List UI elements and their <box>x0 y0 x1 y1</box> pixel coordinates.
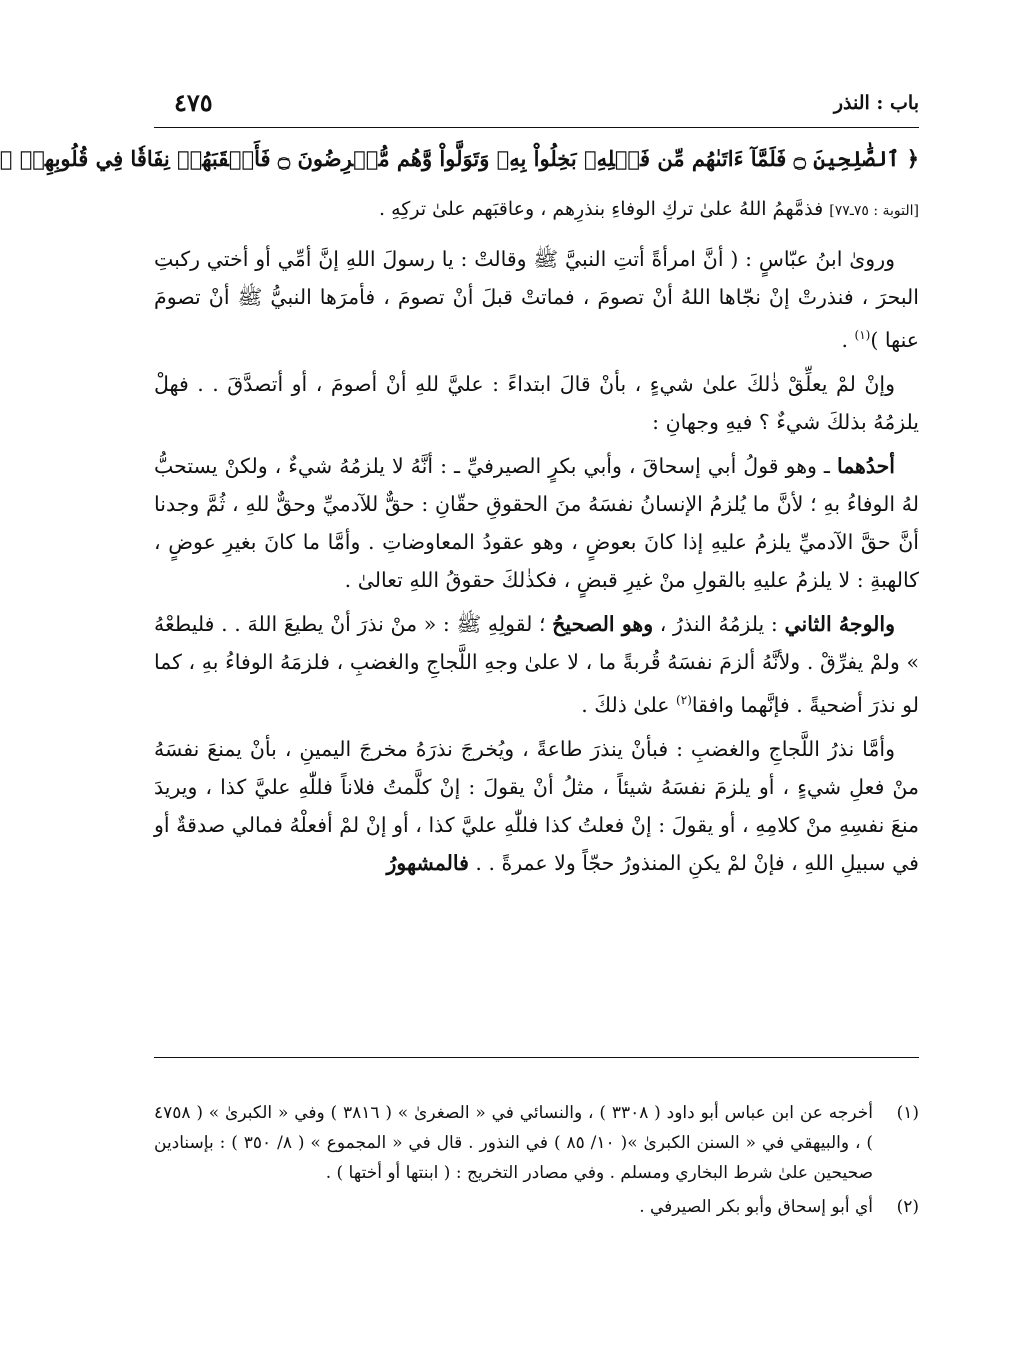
footnote-ref-1[interactable]: (١) <box>854 328 871 342</box>
paragraph-5-emphasis: فالمشهورُ <box>386 850 469 875</box>
paragraph-1-end: . <box>841 327 855 352</box>
paragraph-3 <box>154 447 919 599</box>
paragraph-5-text: وأمَّا نذرُ اللَّجاجِ والغضبِ : فبأنْ ينذرَ طاعةً ، ويُخرجَ نذرَهُ مخرجَ اليمينِ ، بأنْ يمنعَ نفسَهُ منْ فعلِ شيءٍ ، أو يلزمَ نفسَهُ شيئاً ، مثلُ أنْ يقولَ : إنْ كلَّمتُ فلاناً فللّٰهِ عليَّ كذا ، ويريدَ منعَ نفسِهِ منْ كلامِهِ ، أو يقولَ : إنْ فعلتُ كذا فللّٰهِ عليَّ كذا ، أو إنْ لمْ أفعلْهُ فمالي صدقةٌ أو في سبيلِ اللهِ ، فإنْ لمْ يكنِ المنذورُ حجّاً ولا عمرةً . . <box>154 736 919 875</box>
paragraph-2-text: وإنْ لمْ يعلِّقْ ذٰلكَ علىٰ شيءٍ ، بأنْ قالَ ابتداءً : عليَّ للهِ أنْ أصومَ ، أو أتصدَّقَ . . فهلْ يلزمُهُ بذلكَ شيءٌ ؟ فيهِ وجهانِ : <box>154 371 919 434</box>
footnote-text: أي أبو إسحاق وأبو بكر الصيرفي . <box>639 1197 873 1217</box>
footnote-ref-2[interactable]: (٢) <box>676 692 692 707</box>
paragraph-4-text-c: علىٰ ذلكَ . <box>581 692 677 717</box>
running-header <box>154 88 919 126</box>
main-text <box>154 240 919 888</box>
footnote-separator <box>154 1057 919 1058</box>
page-number: ٤٧٥ <box>174 88 213 117</box>
verse-citation: [التوبة : ٧٥ـ٧٧] <box>829 203 919 219</box>
footnote-1 <box>154 1098 919 1188</box>
quran-verse: ﴿ ٱلصَّٰلِحِينَ ۝ فَلَمَّآ ءَاتَىٰهُم مِّن فَضۡلِهِۦ بَخِلُواْ بِهِۦ وَتَوَلَّواْ وَّهُم مُّعۡرِضُونَ ۝ فَأَعۡقَبَهُمۡ نِفَاقٗا فِي قُلُوبِهِمۡ ﴾ <box>0 146 919 171</box>
verse-commentary: فذمَّهمُ اللهُ علىٰ تركِ الوفاءِ بنذرِهم ، وعاقبَهم علىٰ تركِهِ . <box>379 198 824 220</box>
paragraph-4-text-b: ؛ لقولِهِ ﷺ : « منْ نذرَ أنْ يطيعَ اللهَ . . فليطعْهُ » ولمْ يفرِّقْ . ولأنَّهُ ألزمَ نفسَهُ قُربةً ما ، لا علىٰ وجهِ اللَّجاجِ والغضبِ ، فلزمَهُ الوفاءُ بهِ ، كما لو نذرَ أضحيةً . فإنَّهما وافقا <box>154 611 919 717</box>
paragraph-3-text: ـ وهو قولُ أبي إسحاقَ ، وأبي بكرٍ الصيرفيِّ ـ : أنَّهُ لا يلزمُهُ شيءٌ ، ولكنْ يستحبُّ لهُ الوفاءُ بهِ ؛ لأنَّ ما يُلزمُ الإنسانُ نفسَهُ منَ الحقوقِ حقّانِ : حقٌّ للآدميِّ وحقٌّ للهِ ، ثُمَّ وجدنا أنَّ حقَّ الآدميِّ يلزمُ عليهِ إذا كانَ بعوضٍ ، وهو عقودُ المعاوضاتِ . وأمَّا ما كانَ بغيرِ عوضٍ ، كالهبةِ : لا يلزمُ عليهِ بالقولِ منْ غيرِ قبضٍ ، فكذٰلكَ حقوقُ اللهِ تعالىٰ . <box>154 453 919 592</box>
paragraph-4 <box>154 605 919 724</box>
footnote-number: (١) <box>896 1103 919 1123</box>
footnotes <box>154 1098 919 1226</box>
paragraph-4-text-a: : يلزمُهُ النذرُ ، <box>653 611 785 636</box>
paragraph-4-heading: والوجهُ الثاني <box>784 611 896 636</box>
footnote-number: (٢) <box>896 1197 919 1217</box>
paragraph-4-emphasis: وهو الصحيحُ <box>552 611 654 636</box>
chapter-title: باب : النذر <box>833 92 919 114</box>
header-rule <box>154 127 919 128</box>
paragraph-3-heading: أحدُهما <box>836 453 895 478</box>
footnote-text: أخرجه عن ابن عباس أبو داود ( ٣٣٠٨ ) ، والنسائي في « الصغرىٰ » ( ٣٨١٦ ) وفي « الكبرىٰ » ( ٤٧٥٨ ) ، والبيهقي في « السنن الكبرىٰ »( ١٠/ ٨٥ ) في النذور . قال في « المجموع » ( ٨/ ٣٥٠ ) : بإسنادين صحيحين علىٰ شرط البخاري ومسلم . وفي مصادر التخريج : ( ابنتها أو أختها ) . <box>154 1103 874 1183</box>
paragraph-2 <box>154 365 919 441</box>
paragraph-1 <box>154 240 919 359</box>
verse-commentary-line <box>154 192 919 228</box>
footnote-2 <box>154 1192 919 1222</box>
paragraph-5 <box>154 730 919 882</box>
paragraph-1-text: وروىٰ ابنُ عبّاسٍ : ( أنَّ امرأةً أتتِ النبيَّ ﷺ وقالتْ : يا رسولَ اللهِ إنَّ أمِّي أو أختي ركبتِ البحرَ ، فنذرتْ إنْ نجّاها اللهُ أنْ تصومَ ، فماتتْ قبلَ أنْ تصومَ ، فأمرَها النبيُّ ﷺ أنْ تصومَ عنها ) <box>154 247 919 352</box>
